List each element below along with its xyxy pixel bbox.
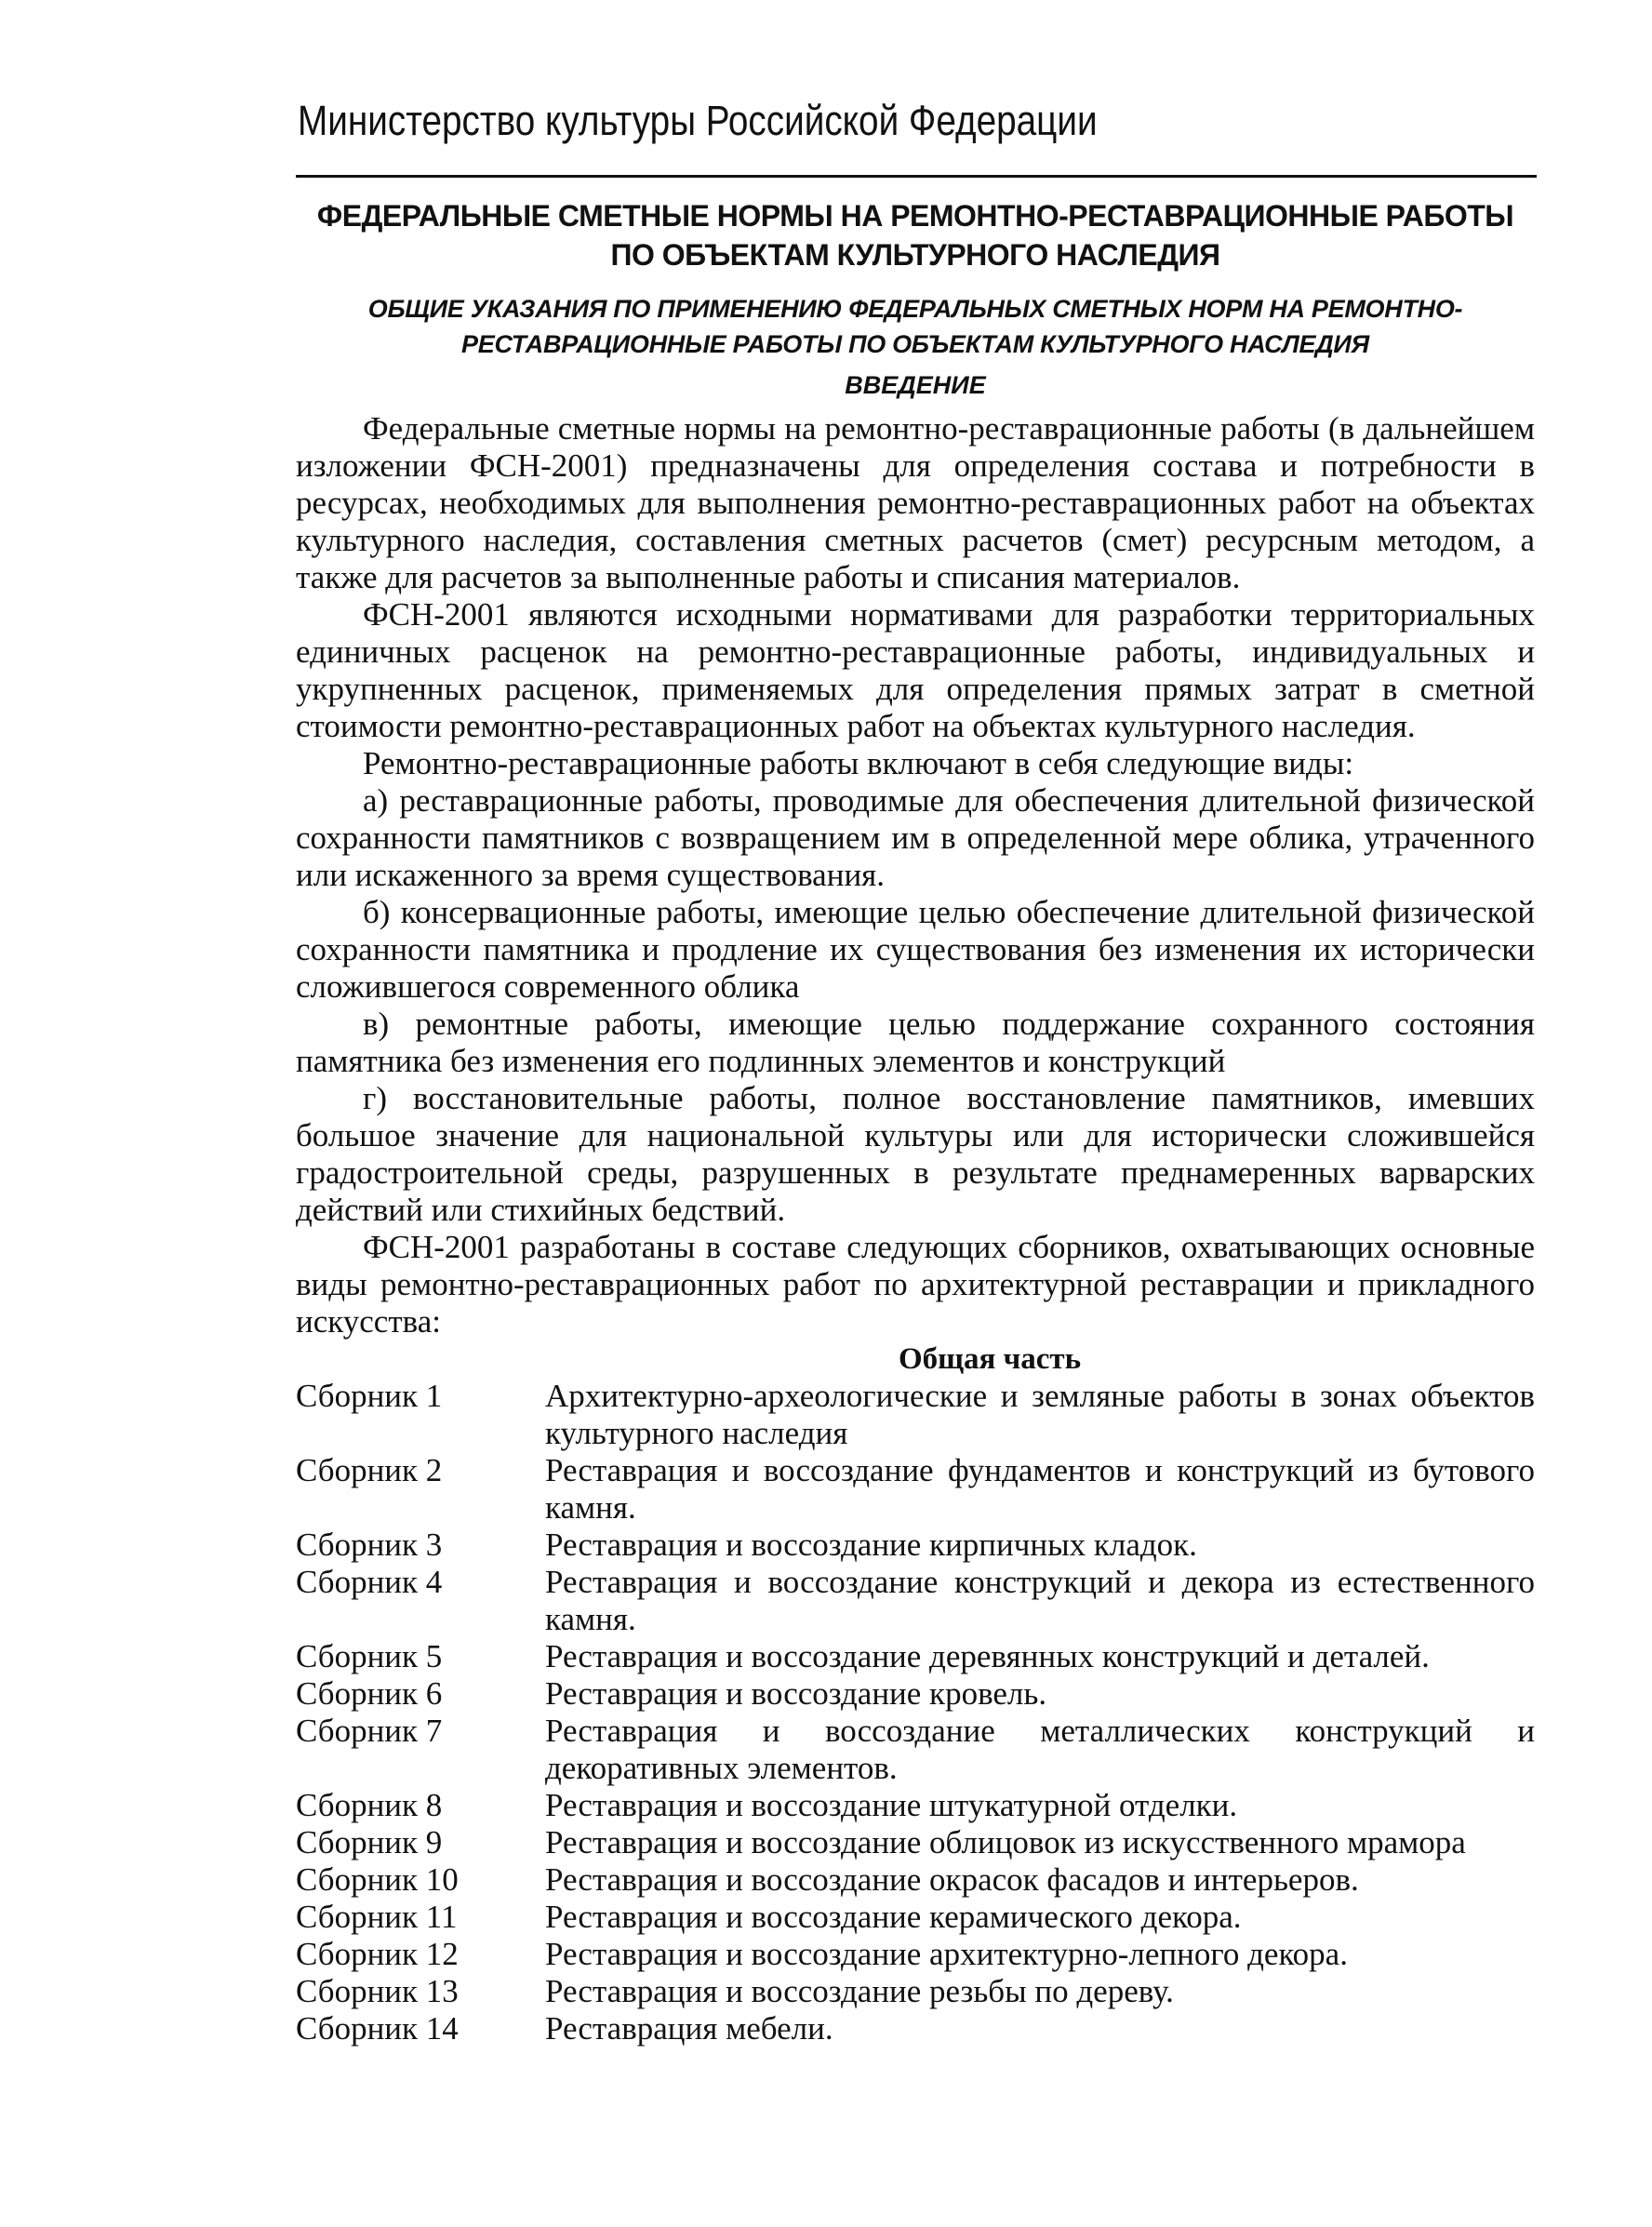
collection-description: Реставрация и воссоздание фундаментов и конструкций из бутового камня.: [545, 1452, 1535, 1526]
collection-number: Сборник 12: [296, 1936, 459, 1972]
list-item: [296, 1713, 1535, 1787]
list-item: [296, 1936, 1535, 1973]
collection-description: Реставрация и воссоздание металлических конструкций и декоративных элементов.: [545, 1713, 1535, 1786]
paragraph: а) реставрационные работы, проводимые для обеспечения длительной физической сохранности памятников с возвращением им в определенной мере облика, утраченного или искаженного за время существования.: [296, 782, 1535, 893]
document-title: ФЕДЕРАЛЬНЫЕ СМЕТНЫЕ НОРМЫ НА РЕМОНТНО-РЕСТАВРАЦИОННЫЕ РАБОТЫ ПО ОБЪЕКТАМ КУЛЬТУРНОГО НАСЛЕДИЯ: [316, 199, 1514, 272]
collection-number: Сборник 11: [296, 1899, 458, 1935]
section-heading: Общая часть: [898, 1342, 1082, 1376]
list-item: [296, 1638, 1535, 1675]
collection-description: Реставрация и воссоздание деревянных конструкций и деталей.: [545, 1638, 1430, 1674]
collection-description: Реставрация и воссоздание окрасок фасадов и интерьеров.: [545, 1861, 1359, 1898]
collections-list: [296, 1378, 1535, 2047]
collection-number: Сборник 8: [296, 1787, 443, 1823]
collection-description: Реставрация и воссоздание керамического декора.: [545, 1899, 1242, 1935]
collection-number: Сборник 13: [296, 1973, 459, 2009]
collection-number: Сборник 4: [296, 1564, 443, 1600]
collection-description: Реставрация мебели.: [545, 2010, 833, 2047]
list-item: [296, 1378, 1535, 1452]
collection-description: Реставрация и воссоздание кирпичных кладок.: [545, 1527, 1197, 1563]
ministry-header: Министерство культуры Российской Федерации: [298, 97, 1098, 144]
collection-description: Реставрация и воссоздание конструкций и декора из естественного камня.: [545, 1564, 1535, 1637]
list-item: [296, 1675, 1535, 1713]
collection-number: Сборник 3: [296, 1527, 443, 1563]
intro-heading: ВВЕДЕНИЕ: [845, 371, 986, 399]
paragraph: в) ремонтные работы, имеющие целью поддержание сохранного состояния памятника без изменения его подлинных элементов и конструкций: [296, 1006, 1535, 1079]
collection-number: Сборник 1: [296, 1378, 443, 1414]
paragraph: ФСН-2001 являются исходными нормативами для разработки территориальных единичных расценок на ремонтно-реставрационные работы, индивидуальных и укрупненных расценок, применяемых для определения прямых затрат в сметной стоимости ремонтно-реставрационных работ на объектах культурного наследия.: [296, 596, 1535, 744]
list-item: [296, 1861, 1535, 1899]
collection-number: Сборник 2: [296, 1452, 443, 1488]
collection-description: Реставрация и воссоздание кровель.: [545, 1675, 1047, 1712]
collection-number: Сборник 5: [296, 1638, 443, 1674]
collection-description: Реставрация и воссоздание резьбы по дереву.: [545, 1973, 1174, 2009]
collection-number: Сборник 7: [296, 1713, 443, 1749]
body-text: [296, 410, 1535, 1340]
document-subtitle: ОБЩИЕ УКАЗАНИЯ ПО ПРИМЕНЕНИЮ ФЕДЕРАЛЬНЫХ СМЕТНЫХ НОРМ НА РЕМОНТНО-РЕСТАВРАЦИОННЫЕ РАБОТЫ ПО ОБЪЕКТАМ КУЛЬТУРНОГО НАСЛЕДИЯ: [367, 295, 1463, 358]
paragraph: б) консервационные работы, имеющие целью обеспечение длительной физической сохранности памятника и продление их существования без изменения их исторически сложившегося современного облика: [296, 894, 1535, 1005]
list-item: [296, 1527, 1535, 1564]
list-item: [296, 1824, 1535, 1861]
collection-description: Архитектурно-археологические и земляные работы в зонах объектов культурного наследия: [545, 1378, 1535, 1451]
collection-number: Сборник 6: [296, 1675, 443, 1712]
collection-description: Реставрация и воссоздание облицовок из искусственного мрамора: [545, 1824, 1466, 1860]
paragraph: Федеральные сметные нормы на ремонтно-реставрационные работы (в дальнейшем изложении ФСН-2001) предназначены для определения состава и потребности в ресурсах, необходимых для выполнения ремонтно-реставрационных работ на объектах культурного наследия, составления сметных расчетов (смет) ресурсным методом, а также для расчетов за выполненные работы и списания материалов.: [296, 410, 1535, 595]
collection-number: Сборник 10: [296, 1861, 459, 1898]
collection-number: Сборник 9: [296, 1824, 443, 1860]
paragraph: г) восстановительные работы, полное восстановление памятников, имевших большое значение для национальной культуры или для исторически сложившейся градостроительной среды, разрушенных в результате преднамеренных варварских действий или стихийных бедствий.: [296, 1080, 1535, 1228]
list-item: [296, 1899, 1535, 1936]
collection-number: Сборник 14: [296, 2010, 459, 2047]
list-item: [296, 1973, 1535, 2010]
paragraph: Ремонтно-реставрационные работы включают в себя следующие виды:: [363, 745, 1354, 781]
collection-description: Реставрация и воссоздание штукатурной отделки.: [545, 1787, 1238, 1823]
list-item: [296, 1787, 1535, 1824]
list-item: [296, 2010, 1535, 2047]
document-page: [296, 93, 1535, 2047]
list-item: [296, 1452, 1535, 1527]
header-divider: [296, 175, 1537, 178]
paragraph: ФСН-2001 разработаны в составе следующих сборников, охватывающих основные виды ремонтно-реставрационных работ по архитектурной реставрации и прикладного искусства:: [296, 1229, 1535, 1340]
list-item: [296, 1564, 1535, 1638]
collection-description: Реставрация и воссоздание архитектурно-лепного декора.: [545, 1936, 1348, 1972]
